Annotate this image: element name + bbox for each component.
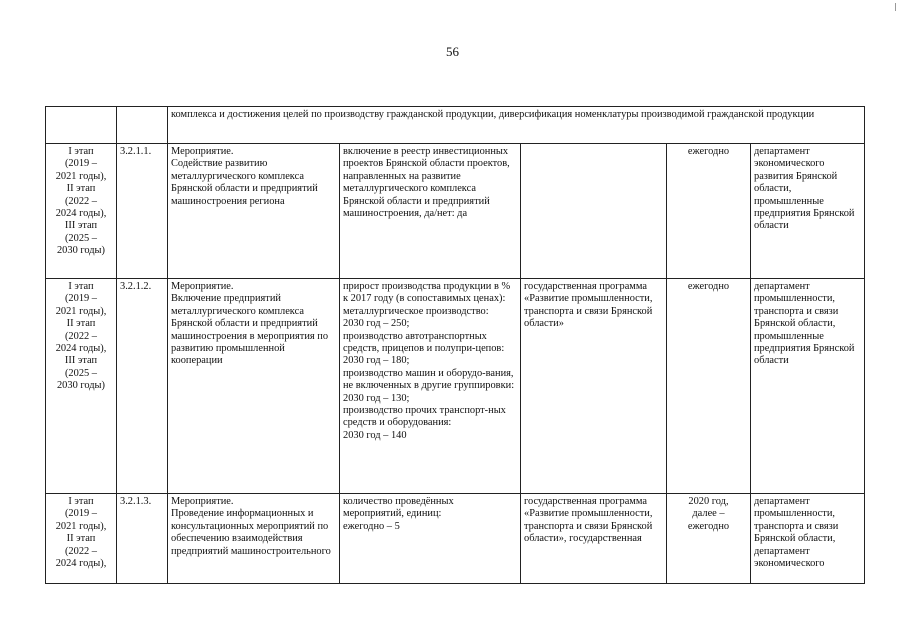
- cell-period: ежегодно: [667, 144, 751, 279]
- cell-executor: департамент экономического развития Брянской области, промышленные предприятия Брянской области: [751, 144, 865, 279]
- cell-activity: Мероприятие. Проведение информационных и консультационных мероприятий по обеспечению взаимодействия предприятий машиностроительного: [168, 494, 340, 584]
- cell-activity: Мероприятие. Включение предприятий металлургического комплекса Брянской области и предприятий машиностроения в мероприятия по развитию промышленной кооперации: [168, 279, 340, 494]
- page-number: 56: [446, 44, 459, 59]
- cell-stages: I этап (2019 – 2021 годы), II этап (2022 – 2024 годы),: [46, 494, 117, 584]
- cell-activity: Мероприятие. Содействие развитию металлургического комплекса Брянской области и предприятий машиностроения региона: [168, 144, 340, 279]
- cell-period: 2020 год, далее – ежегодно: [667, 494, 751, 584]
- cell-empty-stage: [46, 107, 117, 144]
- cell-program: [521, 144, 667, 279]
- table-row: [46, 144, 865, 279]
- edge-mark: [895, 3, 896, 11]
- cell-program: государственная программа «Развитие промышленности, транспорта и связи Брянской области», государственная: [521, 494, 667, 584]
- cell-indicator: количество проведённых мероприятий, единиц: ежегодно – 5: [340, 494, 521, 584]
- cell-executor: департамент промышленности, транспорта и связи Брянской области, департамент экономического: [751, 494, 865, 584]
- table-row: [46, 494, 865, 584]
- cell-indicator: прирост производства продукции в % к 2017 году (в сопоставимых ценах): металлургическое производство: 2030 год – 250; производство автотранспортных средств, прицепов и полупри-цепов: 2030 год – 180; производство машин и оборудо-вания, не включенных в другие группировки: 2030 год – 130; производство прочих транспорт-ных средств и оборудования: 2030 год – 140: [340, 279, 521, 494]
- section-header-text: комплекса и достижения целей по производству гражданской продукции, диверсификация номенклатуры производимой гражданской продукции: [168, 107, 865, 144]
- cell-indicator: включение в реестр инвестиционных проектов Брянской области проектов, направленных на развитие металлургического комплекса Брянской области и предприятий машиностроения, да/нет: да: [340, 144, 521, 279]
- table-row-header: [46, 107, 865, 144]
- cell-code: 3.2.1.3.: [117, 494, 168, 584]
- cell-code: 3.2.1.1.: [117, 144, 168, 279]
- cell-stages: I этап (2019 – 2021 годы), II этап (2022 – 2024 годы), III этап (2025 – 2030 годы): [46, 144, 117, 279]
- cell-stages: I этап (2019 – 2021 годы), II этап (2022 – 2024 годы), III этап (2025 – 2030 годы): [46, 279, 117, 494]
- cell-executor: департамент промышленности, транспорта и связи Брянской области, промышленные предприятия Брянской области: [751, 279, 865, 494]
- cell-code: 3.2.1.2.: [117, 279, 168, 494]
- cell-period: ежегодно: [667, 279, 751, 494]
- table-row: [46, 279, 865, 494]
- plan-table: [45, 106, 865, 584]
- cell-program: государственная программа «Развитие промышленности, транспорта и связи Брянской области»: [521, 279, 667, 494]
- cell-empty-code: [117, 107, 168, 144]
